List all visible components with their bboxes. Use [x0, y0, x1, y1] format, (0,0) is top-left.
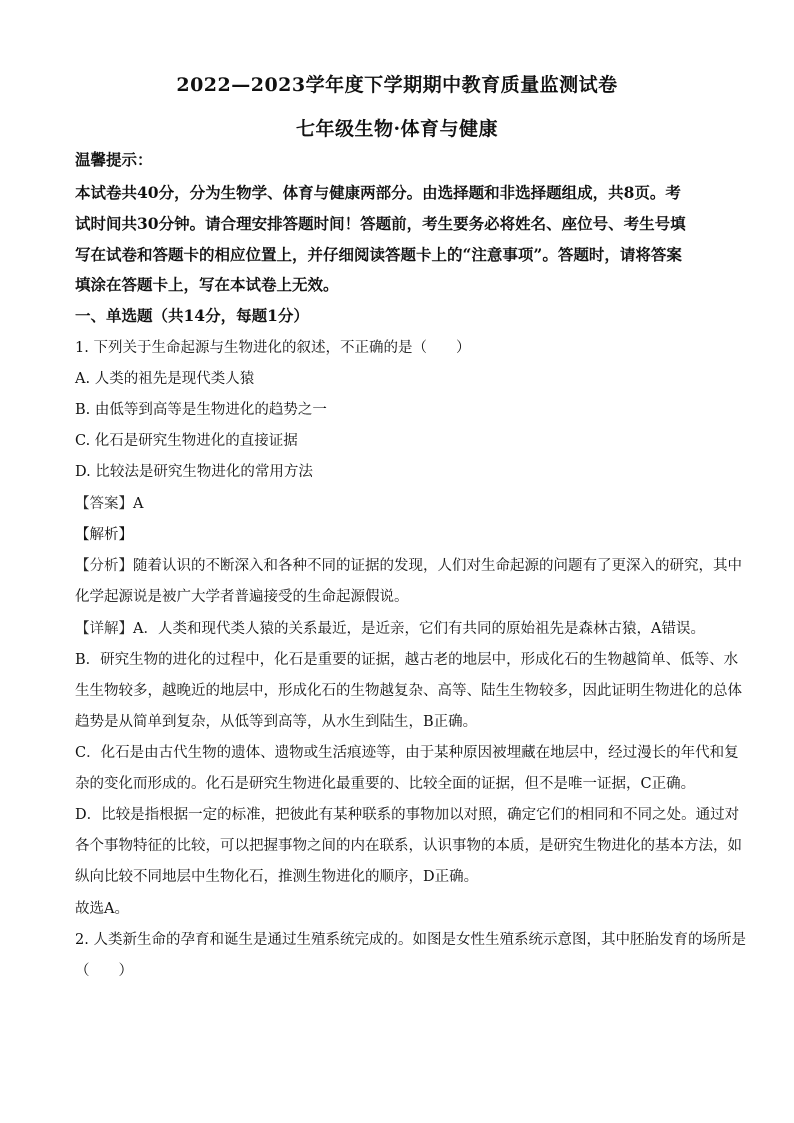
- fenxi-text: 随着认识的不断深入和各种不同的证据的发现，人们对生命起源的问题有了更深入的研究，其中: [133, 558, 742, 574]
- notice-line: 写在试卷和答题卡的相应位置上，并仔细阅读答题卡上的“注意事项”。答题时，请将答案: [75, 245, 682, 264]
- page-title: 2022—2023学年度下学期期中教育质量监测试卷: [176, 74, 618, 96]
- answer-row: [75, 494, 725, 514]
- xiangjie-text: D．比较是指根据一定的标准，把彼此有某种联系的事物加以对照，确定它们的相同和不同之处。通过对: [75, 807, 740, 823]
- analysis-label: 【解析】: [75, 527, 133, 543]
- notice-line: 填涂在答题卡上，写在本试卷上无效。: [75, 275, 339, 294]
- question-1-stem: 1. 下列关于生命起源与生物进化的叙述，不正确的是（ ）: [75, 340, 471, 356]
- notice-line: 本试卷共40分，分为生物学、体育与健康两部分。由选择题和非选择题组成，共8页。考: [75, 183, 681, 202]
- xiangjie-text: 各个事物特征的比较，可以把握事物之间的内在联系，认识事物的本质，是研究生物进化的基本方法，如: [75, 838, 742, 854]
- notice-line: 试时间共30分钟。请合理安排答题时间！答题前，考生要务必将姓名、座位号、考生号填: [75, 214, 686, 233]
- question-1-option-d: D. 比较法是研究生物进化的常用方法: [75, 464, 313, 480]
- notice-label: 温馨提示：: [75, 150, 153, 169]
- xiangjie-text: 纵向比较不同地层中生物化石，推测生物进化的顺序，D正确。: [75, 869, 479, 885]
- question-1-option-c: C. 化石是研究生物进化的直接证据: [75, 433, 298, 449]
- question-2-stem: （ ）: [75, 963, 133, 979]
- fenxi-text: 化学起源说是被广大学者普遍接受的生命起源假说。: [75, 589, 409, 605]
- question-1-option-a: A. 人类的祖先是现代类人猿: [75, 371, 255, 387]
- answer-value: A: [133, 496, 144, 512]
- fenxi-row: [75, 556, 742, 576]
- xiangjie-label: 【详解】: [75, 621, 133, 637]
- xiangjie-text: A．人类和现代类人猿的关系最近，是近亲，它们有共同的原始祖先是森林古猿，A错误。: [133, 621, 705, 637]
- xiangjie-text: 生生物较多，越晚近的地层中，形成化石的生物越复杂、高等、陆生生物较多，因此证明生物进化的总体: [75, 683, 742, 699]
- xiangjie-row: [75, 619, 725, 639]
- section-heading: 一、单选题（共14分，每题1分）: [75, 306, 309, 325]
- xiangjie-text: 趋势是从简单到复杂，从低等到高等，从水生到陆生，B正确。: [75, 714, 478, 730]
- page-subtitle: 七年级生物·体育与健康: [295, 118, 499, 140]
- xiangjie-text: C．化石是由古代生物的遗体、遗物或生活痕迹等，由于某种原因被埋藏在地层中，经过漫长的年代和复: [75, 745, 739, 761]
- answer-label: 【答案】: [75, 496, 133, 512]
- xiangjie-text: B．研究生物的进化的过程中，化石是重要的证据，越古老的地层中，形成化石的生物越简单、低等、水: [75, 652, 739, 668]
- question-1-option-b: B. 由低等到高等是生物进化的趋势之一: [75, 402, 327, 418]
- conclusion-text: 故选A。: [75, 901, 129, 917]
- question-2-stem: 2. 人类新生命的孕育和诞生是通过生殖系统完成的。如图是女性生殖系统示意图，其中胚胎发育的场所是: [75, 932, 746, 948]
- xiangjie-text: 杂的变化而形成的。化石是研究生物进化最重要的、比较全面的证据，但不是唯一证据，C正确。: [75, 776, 696, 792]
- fenxi-label: 【分析】: [75, 558, 133, 574]
